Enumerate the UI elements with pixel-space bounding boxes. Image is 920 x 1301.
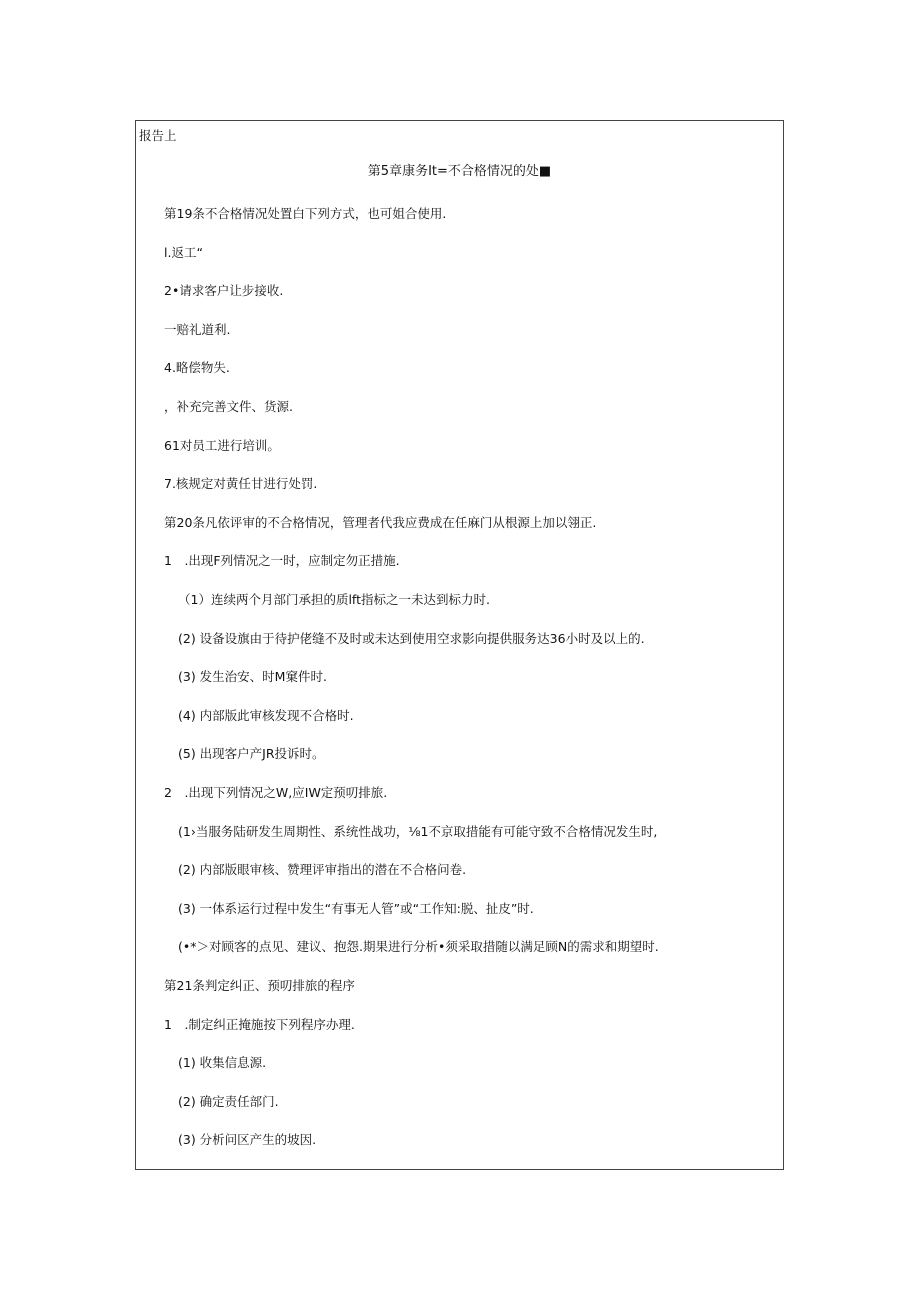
body-line: 第20条凡依评审的不合格情况，管理者代我应费成在任麻门从根源上加以翎正.: [164, 514, 597, 530]
body-line: 1 .出现F列情况之一时，应制定勿正措施.: [164, 553, 400, 569]
sub-item-line: (3) 发生治安、时M窠件时.: [178, 669, 327, 685]
header-label: 报告上: [139, 128, 177, 143]
body-line: 4.略偿物失.: [164, 360, 230, 376]
sub-item-line: (2) 设备设旗由于待护佬缝不及时或未达到使用空求影向提供服务达36小时及以上的.: [178, 630, 645, 646]
body-line: 第21条判定纠正、预叨排旅的程序: [164, 978, 355, 993]
sub-item-line: (1) 收集信息源.: [178, 1055, 267, 1071]
sub-item-line: (4) 内部版此审核发现不合格时.: [178, 707, 354, 723]
sub-item-line: (2) 内部版眼审核、赞理评审指出的潜在不合格问卷.: [178, 862, 467, 878]
chapter-title: 第5章康务It=不合格情况的处■: [367, 164, 552, 179]
body-line: l.返工“: [164, 244, 203, 260]
body-line: 61对员工进行培训。: [164, 437, 280, 453]
sub-item-line: (2) 确定责任部门.: [178, 1093, 279, 1109]
body-line: ，补充完善文件、货源.: [164, 399, 293, 414]
body-line: 7.核规定对黄任甘进行处罚.: [164, 476, 318, 492]
sub-item-line: （1）连续两个月部门承担的质lft指标之一未达到标力时.: [178, 592, 490, 607]
body-line: 2•请求客户让步接收.: [164, 283, 284, 299]
body-line: 1 .制定纠正掩施按下列程序办理.: [164, 1016, 355, 1032]
body-line: 一赔礼道利.: [164, 321, 231, 337]
sub-item-line: (5) 出现客户产JR投诉时。: [178, 746, 325, 762]
sub-item-line: (•*＞对顾客的点见、建议、抱怨.期果进行分析•须采取措随以满足顾N的需求和期望时.: [178, 939, 659, 955]
body-line: 第19条不合格情况处置白下列方式，也可姐合使用.: [164, 206, 447, 221]
sub-item-line: (1›当服务陆研发生周期性、系统性战功，⅛1不京取措能有可能守致不合格情况发生时,: [178, 823, 658, 839]
sub-item-line: (3) 分析问区产生的坡因.: [178, 1132, 317, 1148]
sub-item-line: (3) 一体系运行过程中发生“有事无人管”或“工作知:脱、扯皮”时.: [178, 900, 534, 916]
document-frame: [135, 120, 784, 1170]
body-line: 2 .出现下列情况之W,应IW定预叨排旅.: [164, 785, 388, 800]
